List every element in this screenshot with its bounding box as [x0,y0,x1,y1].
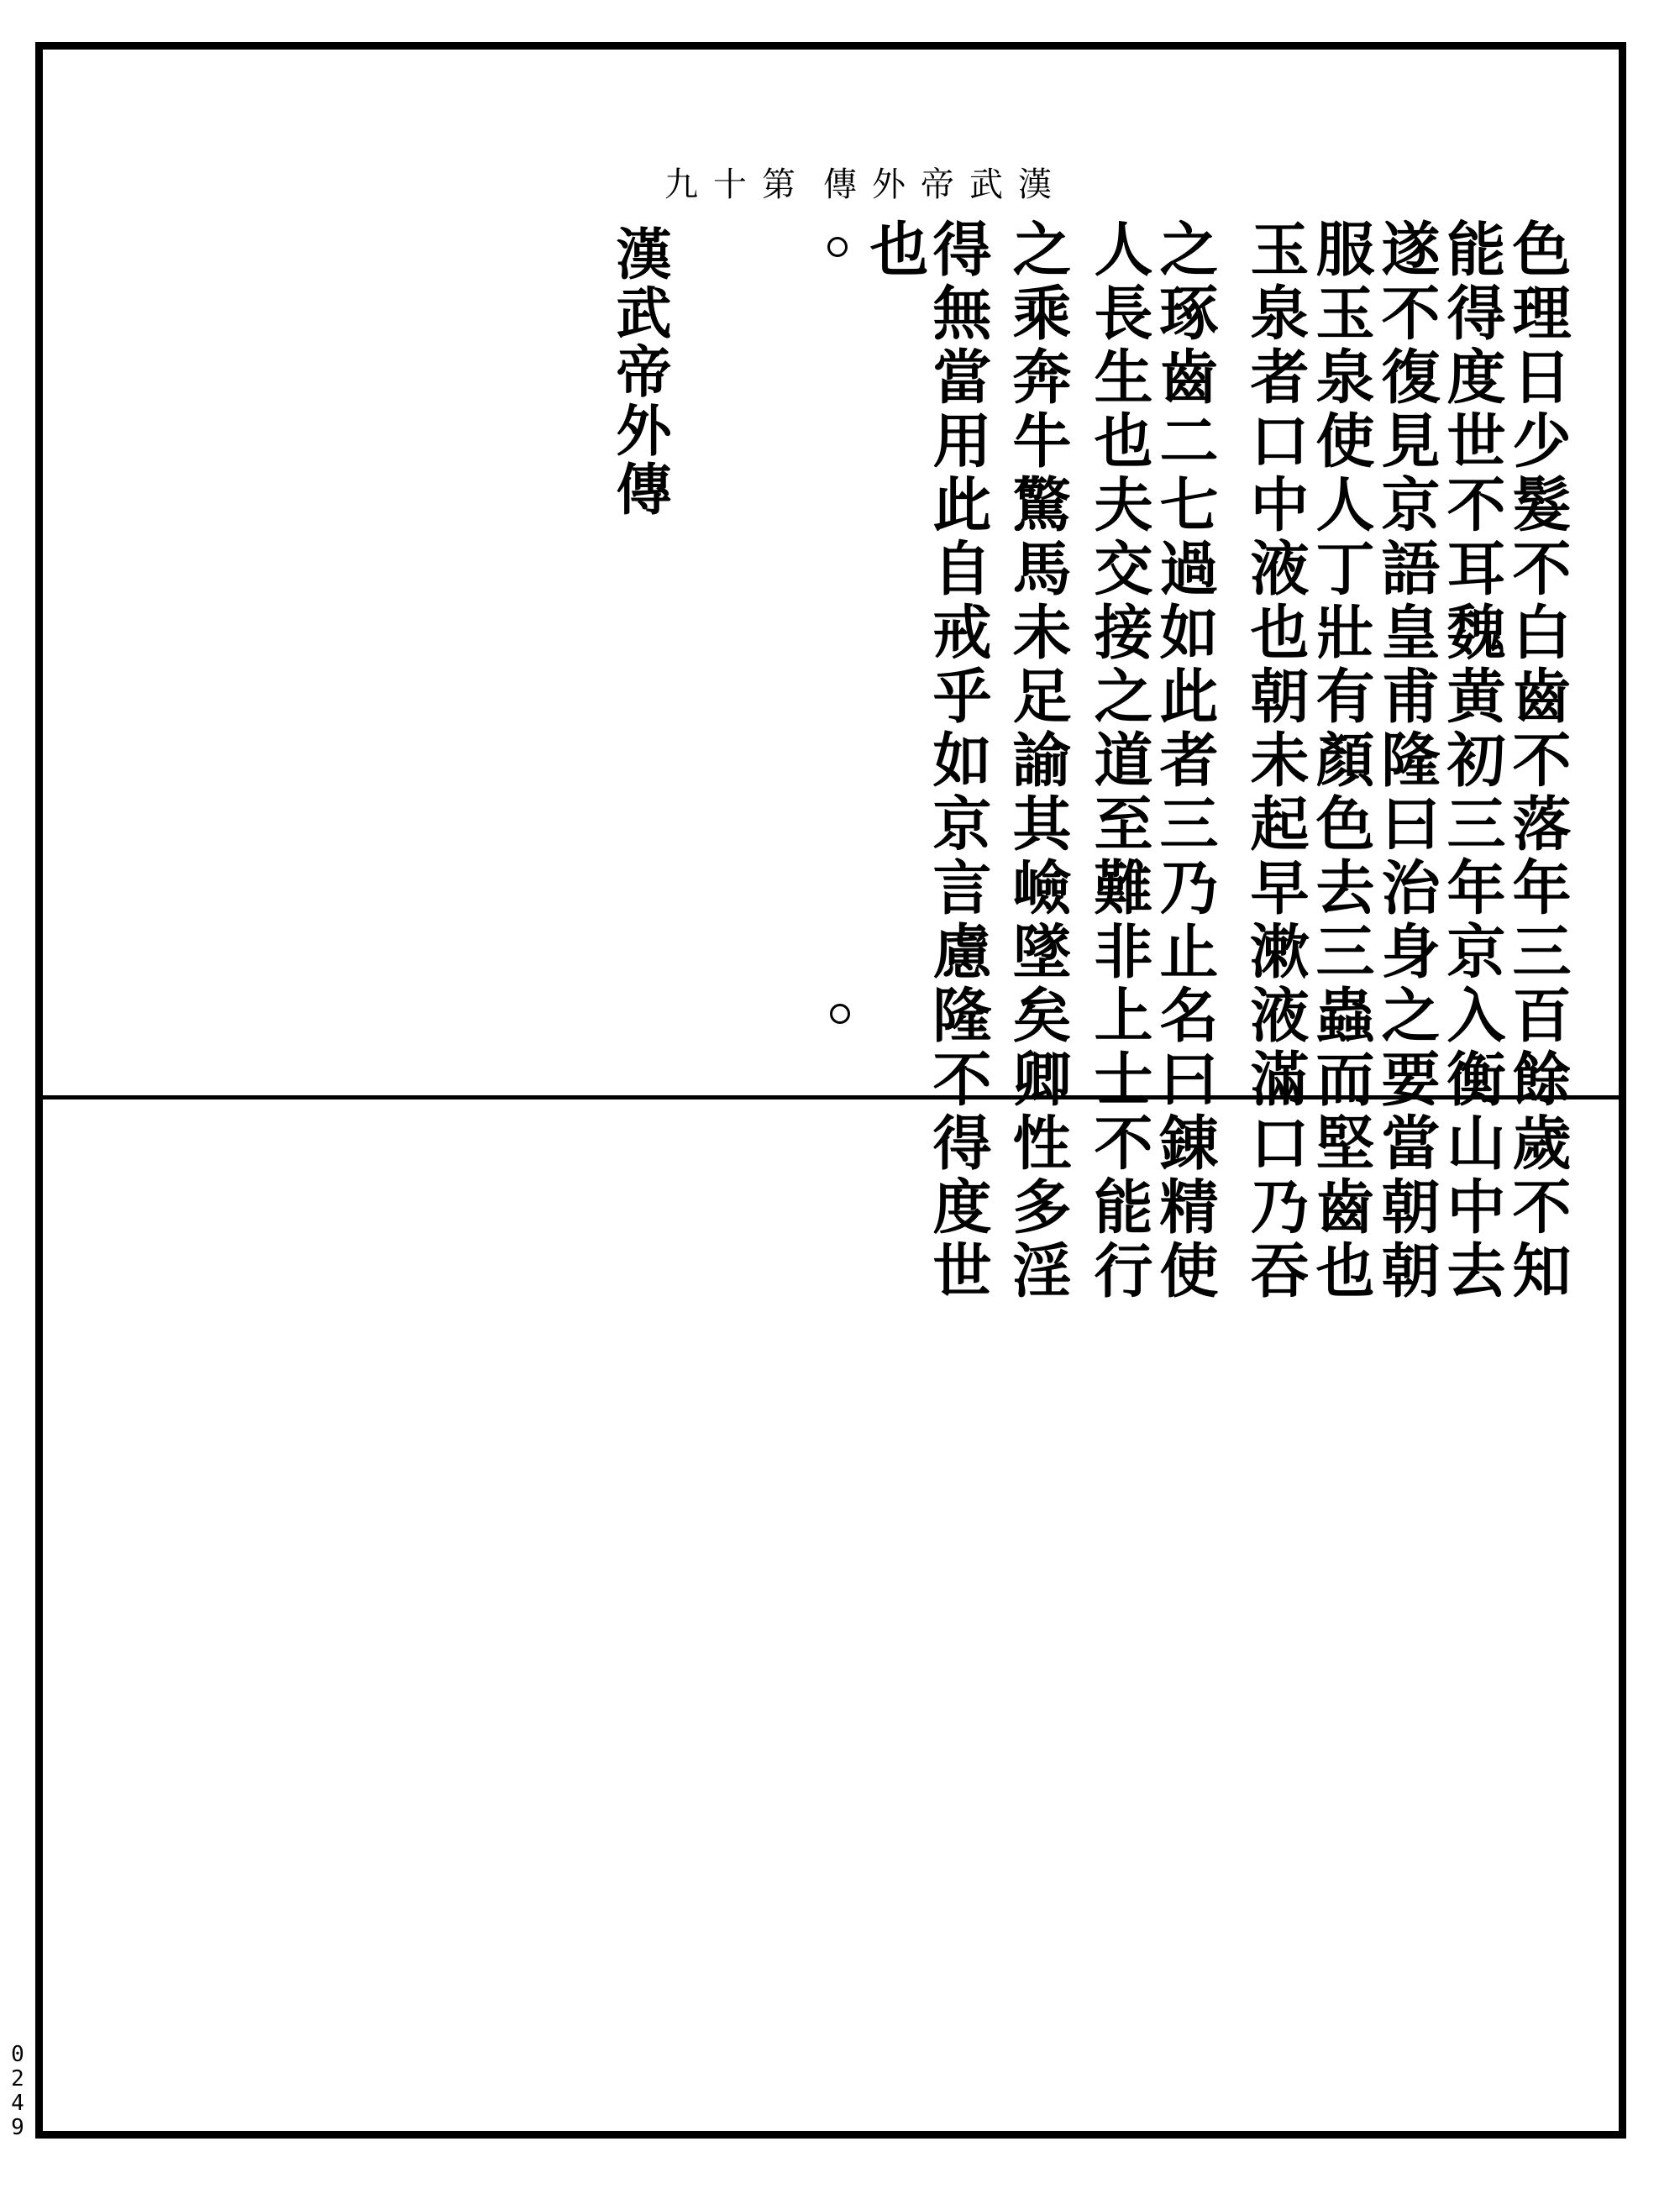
text-column-7: 人長生也夫交接之道至難非上士不能行 [1084,218,1154,1304]
circle-mark-top [827,237,848,257]
text-column-4: 服玉泉使人丁壯有顏色去三蟲而堅齒也 [1306,218,1376,1304]
header-book-title: 漢武帝外傳 [823,165,1067,204]
text-column-2: 能得度世不耳魏黄初三年京入衡山中去 [1437,218,1507,1304]
text-column-10: 也 [860,218,930,282]
text-column-6: 之琢齒二七過如此者三乃止名曰錬精使 [1150,218,1220,1304]
end-title: 漢武帝外傳 [606,225,672,519]
text-column-1: 色理日少髮不白齒不落年三百餘歲不知 [1503,218,1572,1304]
header-chapter: 第十九 [664,165,811,204]
page-number: 0249 [11,2042,24,2140]
text-column-8: 之乘奔牛驚馬未足諭其嶮墜矣卿性多淫 [1003,218,1073,1304]
text-column-5: 玉泉者口中液也朝未起早漱液滿口乃吞 [1241,218,1310,1304]
text-column-9: 得無當用此自戒乎如京言慮隆不得度世 [923,218,993,1304]
circle-mark-bottom [830,1004,850,1024]
text-column-3: 遂不復見京語皇甫隆曰治身之要當朝朝 [1372,218,1441,1304]
